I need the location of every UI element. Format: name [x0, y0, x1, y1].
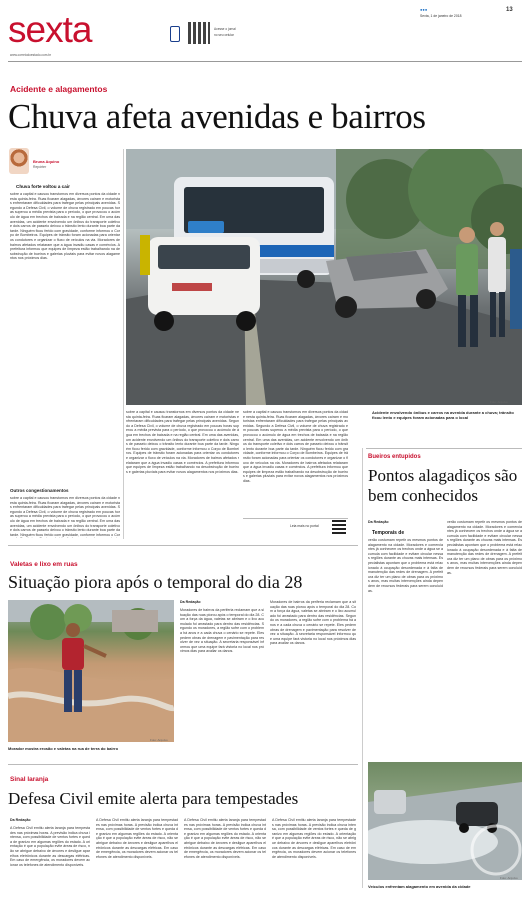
flood-scene [368, 762, 522, 880]
lead-kicker: Acidente e alagamentos [10, 84, 108, 94]
defesa-byline: Da Redação [10, 818, 31, 822]
defesa-headline: Defesa Civil emite alerta para tempestades [8, 789, 299, 808]
lead-photo-credit: Foto: Arquivo [490, 400, 508, 404]
temporal-photo-caption: Morador mostra erosão e valetas na rua de terra do bairro [8, 746, 119, 751]
lead-body-col-1b: sobre a capital e causou transtornos em diversos pontos da cidade nesta quinta-feira. Ruas ficaram alagadas, árvores caíram e motoristas enfrentaram dificuldades para trafegar pelas principais avenidas. Segundo a Defesa Civil, o volume de chuva registrado em poucas horas superou a média prevista para o período, o que provocou o acúmulo de água em trechos de baixada e na região central. Em uma das avenidas, um acidente envolvendo um ônibus do transporte coletivo e dois carros de passeio deixou o trânsito lento durante boa parte da tarde. Ninguém ficou ferido com gravidade, conforme informou o Cor [10, 496, 120, 537]
lead-first-words: Chuva forte voltou a cair [16, 184, 70, 189]
alagadicos-body-col-2: verão costumam repetir os mesmos pontos de alagamento na cidade. Moradores e comerciantes já conhecem os trechos onde a água se acumula com facilidade e evitam circular nessas regiões durante as chuvas mais intensas. Especialistas apontam que o problema está relacionado à ocupação desordenada e à falta de manutenção das redes de drenagem. A prefeitura diz ter um plano de obras para os próximos anos, mas muitas intervenções ainda dependem de recursos federais para serem concluídas. [447, 520, 522, 575]
temporal-photo-credit: Foto: Arquivo [150, 738, 168, 742]
temporal-byline: Da Redação [180, 600, 201, 604]
lead-subhead: Outros congestionamentos [10, 488, 69, 493]
alagadicos-headline: Pontos alagadiços são bem conhecidos [368, 466, 518, 505]
defesa-body-col-4: A Defesa Civil emitiu alerta laranja para tempestades nas próximas horas. A previsão indica chuva intensa, com possibilidade de ventos fortes e queda de granizo em algumas regiões do estado. A orientação é que a população evite áreas de risco, não se abrigue debaixo de árvores e desligue aparelhos eletrônicos durante as descargas elétricas. Em caso de emergência, os moradores devem acionar os telefones de atendimento disponíveis. [272, 818, 356, 859]
lead-photo-scene [126, 149, 522, 405]
header-rule [8, 61, 522, 62]
alagadicos-byline: Da Redação [368, 520, 389, 524]
alagadicos-body-col-1: verão costumam repetir os mesmos pontos de alagamento na cidade. Moradores e comerciantes já conhecem os trechos onde a água se acumula com facilidade e evitam circular nessas regiões durante as chuvas mais intensas. Especialistas apontam que o problema está relacionado à ocupação desordenada e à falta de manutenção das redes de drenagem. A prefeitura diz ter um plano de obras para os próximos anos, mas muitas intervenções ainda dependem de recursos federais para serem concluídas. [368, 538, 443, 593]
related-rule [243, 518, 348, 519]
lead-headline: Chuva afeta avenidas e bairros [8, 97, 426, 136]
social-icons: ●●● [420, 7, 428, 12]
header-info-line-1: Acesse o jornal [214, 27, 236, 31]
defesa-body-col-2: A Defesa Civil emitiu alerta laranja para tempestades nas próximas horas. A previsão indica chuva intensa, com possibilidade de ventos fortes e queda de granizo em algumas regiões do estado. A orientação é que a população evite áreas de risco, não se abrigue debaixo de árvores e desligue aparelhos eletrônicos durante as descargas elétricas. Em caso de emergência, os moradores devem acionar os telefones de atendimento disponíveis. [96, 818, 178, 859]
temporal-photo-erosion [8, 600, 174, 742]
temporal-kicker: Valetas e lixo em ruas [10, 561, 78, 568]
related-link[interactable]: Leia mais no portal [290, 524, 319, 528]
defesa-body-col-1: A Defesa Civil emitiu alerta laranja para tempestades nas próximas horas. A previsão indica chuva intensa, com possibilidade de ventos fortes e queda de granizo em algumas regiões do estado. A orientação é que a população evite áreas de risco, não se abrigue debaixo de árvores e desligue aparelhos eletrônicos durante as descargas elétricas. Em caso de emergência, os moradores devem acionar os telefones de atendimento disponíveis. [10, 826, 90, 867]
author-avatar [9, 148, 29, 174]
alagadicos-kicker: Bueiros entupidos [368, 454, 421, 460]
lead-body-col-1: sobre a capital e causou transtornos em diversos pontos da cidade nesta quinta-feira. Ruas ficaram alagadas, árvores caíram e motoristas enfrentaram dificuldades para trafegar pelas principais avenidas. Segundo a Defesa Civil, o volume de chuva registrado em poucas horas superou a média prevista para o período, o que provocou o acúmulo de água em trechos de baixada e na região central. Em uma das avenidas, um acidente envolvendo um ônibus do transporte coletivo e dois carros de passeio deixou o trânsito lento durante boa parte da tarde. Ninguém ficou ferido com gravidade, conforme informou o Corpo de Bombeiros. Equipes de trânsito foram acionadas para orientar os condutores e organizar o fluxo de veículos na via. Moradores de bairros afetados relataram que a água invadiu casas e comércios. A prefeitura informou que equipes de limpeza estão trabalhando na desobstrução de bueiros e galerias pluviais para evitar novos alagamentos nos próximos dias. [10, 192, 120, 261]
alagadicos-first-words: Temporais de [372, 530, 405, 536]
defesa-body-col-3: A Defesa Civil emitiu alerta laranja para tempestades nas próximas horas. A previsão indica chuva intensa, com possibilidade de ventos fortes e queda de granizo em algumas regiões do estado. A orientação é que a população evite áreas de risco, não se abrigue debaixo de árvores e desligue aparelhos eletrônicos durante as descargas elétricas. Em caso de emergência, os moradores devem acionar os telefones de atendimento disponíveis. [184, 818, 266, 859]
lead-body-col-2: sobre a capital e causou transtornos em diversos pontos da cidade nesta quinta-feira. Ruas ficaram alagadas, árvores caíram e motoristas enfrentaram dificuldades para trafegar pelas principais avenidas. Segundo a Defesa Civil, o volume de chuva registrado em poucas horas superou a média prevista para o período, o que provocou o acúmulo de água em trechos de baixada e na região central. Em uma das avenidas, um acidente envolvendo um ônibus do transporte coletivo e dois carros de passeio deixou o trânsito lento durante boa parte da tarde. Ninguém ficou ferido com gravidade, conforme informou o Corpo de Bombeiros. Equipes de trânsito foram acionadas para orientar os condutores e organizar o fluxo de veículos na via. Moradores de bairros afetados relataram que a água invadiu casas e comércios. A prefeitura informou que equipes de limpeza estão trabalhando na desobstrução de bueiros e galerias pluviais para evitar novos alagamentos nos próximos dias. [126, 410, 239, 474]
alagadicos-photo-caption: Veículos enfrentam alagamento em avenida da cidade [368, 884, 471, 889]
lead-photo-caption: Acidente envolvendo ônibus e carros na avenida durante a chuva; trânsito ficou lento e equipes foram acionadas para o local [372, 410, 514, 420]
alagadicos-photo-credit: Foto: Arquivo [500, 876, 518, 880]
page-header [0, 0, 530, 62]
header-info-line-2: no seu celular [214, 33, 234, 37]
temporal-body-col-1: Moradores de bairros da periferia reclamam que a situação das ruas piorou após o temporal do dia 28. Com a força da água, valetas se abriram e o lixo acumulado foi arrastado para dentro das residências. Segundo os moradores, a região sofre com o problema há anos e a cada chuva o cenário se repete. Eles pedem obras de drenagem e pavimentação para resolver de vez a situação. A secretaria responsável informou que uma equipe fará vistoria no local nos próximos dias para avaliar os danos. [180, 608, 264, 654]
erosion-scene [8, 600, 174, 742]
website-url[interactable]: www.correiodoestado.com.br [10, 53, 52, 57]
newspaper-logo [170, 26, 180, 42]
qr-code-icon[interactable] [188, 22, 210, 44]
section-rule-1 [366, 448, 522, 449]
lead-photo-accident [126, 149, 522, 405]
related-qr-icon[interactable] [332, 520, 346, 534]
section-title: sexta [8, 9, 92, 50]
defesa-kicker: Sinal laranja [10, 776, 49, 783]
section-rule-2 [8, 545, 358, 546]
edition-date: Sexta, 1 de janeiro de 2018 [420, 14, 462, 18]
author-role: Repórter [33, 165, 47, 169]
lead-col-rule [123, 149, 124, 539]
right-col-rule [362, 448, 363, 888]
temporal-headline: Situação piora após o temporal do dia 28 [8, 572, 303, 592]
section-rule-3 [8, 764, 358, 765]
page-number: 13 [506, 7, 513, 13]
author-name: Bruna Aquino [33, 159, 60, 164]
temporal-body-col-2: Moradores de bairros da periferia reclamam que a situação das ruas piorou após o temporal do dia 28. Com a força da água, valetas se abriram e o lixo acumulado foi arrastado para dentro das residências. Segundo os moradores, a região sofre com o problema há anos e a cada chuva o cenário se repete. Eles pedem obras de drenagem e pavimentação para resolver de vez a situação. A secretaria responsável informou que uma equipe fará vistoria no local nos próximos dias para avaliar os danos. [270, 600, 356, 646]
lead-body-col-3: sobre a capital e causou transtornos em diversos pontos da cidade nesta quinta-feira. Ruas ficaram alagadas, árvores caíram e motoristas enfrentaram dificuldades para trafegar pelas principais avenidas. Segundo a Defesa Civil, o volume de chuva registrado em poucas horas superou a média prevista para o período, o que provocou o acúmulo de água em trechos de baixada e na região central. Em uma das avenidas, um acidente envolvendo um ônibus do transporte coletivo e dois carros de passeio deixou o trânsito lento durante boa parte da tarde. Ninguém ficou ferido com gravidade, conforme informou o Corpo de Bombeiros. Equipes de trânsito foram acionadas para orientar os condutores e organizar o fluxo de veículos na via. Moradores de bairros afetados relataram que a água invadiu casas e comércios. A prefeitura informou que equipes de limpeza estão trabalhando na desobstrução de bueiros e galerias pluviais para evitar novos alagamentos nos próximos dias. [243, 410, 348, 483]
alagadicos-photo-flood [368, 762, 522, 880]
